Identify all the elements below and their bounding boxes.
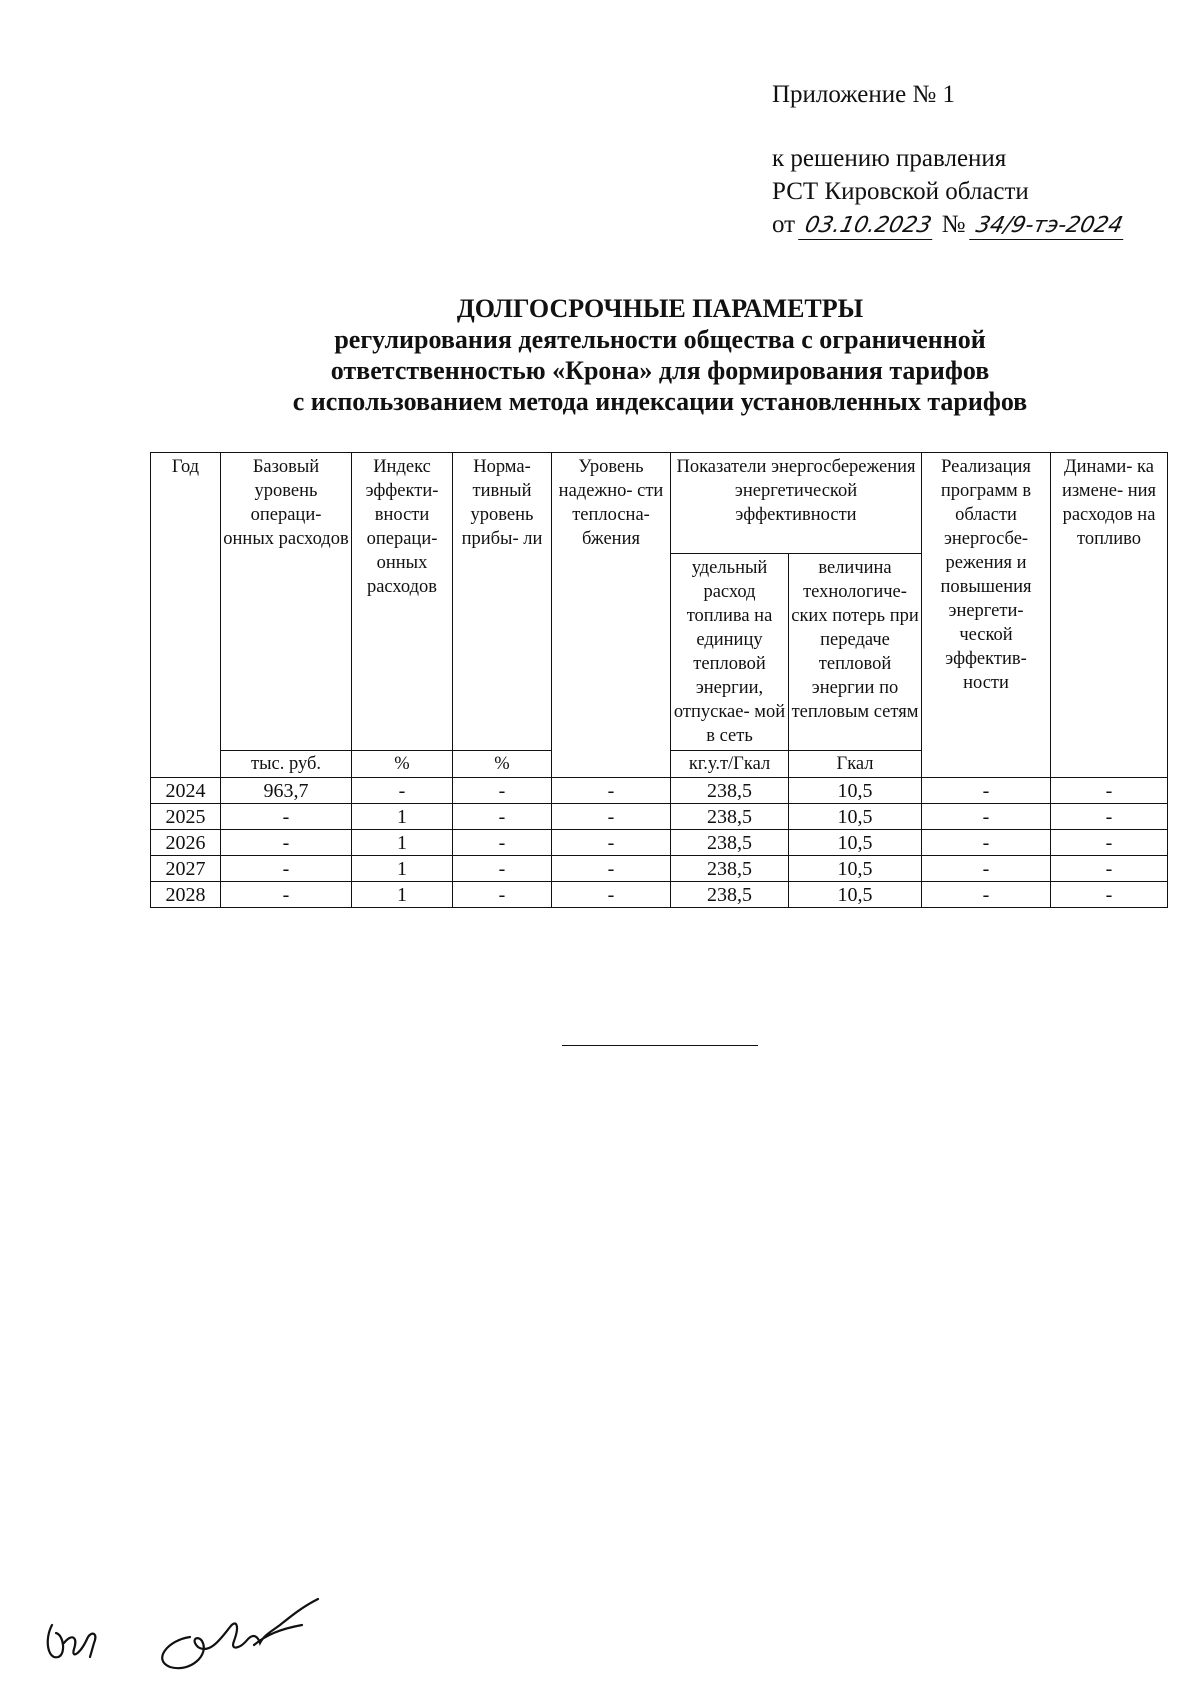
cell-base-opex: - [221, 804, 352, 830]
header-programs: Реализация программ в области энергосбе- режения и повышения энергети- ческой эффектив- ности [922, 453, 1051, 778]
title-line-2: регулирования деятельности общества с ограниченной [334, 325, 986, 354]
cell-reliability: - [552, 830, 671, 856]
cell-base-opex: - [221, 882, 352, 908]
cell-programs: - [922, 856, 1051, 882]
title-line-3: ответственностью «Крона» для формирования тарифов [330, 356, 990, 385]
cell-efficiency-index: 1 [352, 830, 453, 856]
header-energy-saving-group: Показатели энергосбережения энергетической эффективности [671, 453, 922, 554]
cell-efficiency-index: 1 [352, 882, 453, 908]
cell-tech-losses: 10,5 [789, 882, 922, 908]
cell-specific-fuel: 238,5 [671, 804, 789, 830]
title-line-4: с использованием метода индексации установленных тарифов [292, 387, 1028, 416]
parameters-table [150, 452, 1168, 908]
cell-reliability: - [552, 882, 671, 908]
unit-efficiency-index: % [352, 751, 453, 778]
cell-year: 2028 [151, 882, 221, 908]
cell-reliability: - [552, 804, 671, 830]
cell-normative-profit: - [453, 882, 552, 908]
from-label: от [772, 211, 796, 238]
cell-reliability: - [552, 778, 671, 804]
cell-specific-fuel: 238,5 [671, 830, 789, 856]
cell-fuel-dynamics: - [1051, 830, 1168, 856]
header-normative-profit: Норма- тивный уровень прибы- ли [453, 453, 552, 751]
appendix-title: Приложение № 1 [772, 81, 956, 108]
end-separator-line [562, 1045, 758, 1046]
appendix-decision-line: к решению правления [772, 145, 1007, 172]
unit-base-opex: тыс. руб. [221, 751, 352, 778]
cell-normative-profit: - [453, 804, 552, 830]
header-specific-fuel: удельный расход топлива на единицу тепловой энергии, отпускае- мой в сеть [671, 554, 789, 751]
header-base-opex: Базовый уровень операци- онных расходов [221, 453, 352, 751]
cell-specific-fuel: 238,5 [671, 882, 789, 908]
cell-tech-losses: 10,5 [789, 804, 922, 830]
cell-tech-losses: 10,5 [789, 856, 922, 882]
table-row [151, 830, 1168, 856]
table-row [151, 778, 1168, 804]
cell-normative-profit: - [453, 830, 552, 856]
handwritten-date: 03.10.2023 [798, 213, 938, 240]
header-reliability: Уровень надежно- сти теплосна- бжения [552, 453, 671, 778]
table-row [151, 882, 1168, 908]
cell-programs: - [922, 778, 1051, 804]
signature-mark [162, 1599, 318, 1668]
cell-tech-losses: 10,5 [789, 778, 922, 804]
signature-marks [40, 1585, 360, 1680]
cell-reliability: - [552, 856, 671, 882]
document-title [150, 293, 1170, 417]
cell-fuel-dynamics: - [1051, 856, 1168, 882]
appendix-block [772, 78, 1126, 241]
cell-base-opex: 963,7 [221, 778, 352, 804]
cell-specific-fuel: 238,5 [671, 856, 789, 882]
cell-year: 2027 [151, 856, 221, 882]
cell-fuel-dynamics: - [1051, 882, 1168, 908]
header-year: Год [151, 453, 221, 778]
header-efficiency-index: Индекс эффекти- вности операци- онных расходов [352, 453, 453, 751]
unit-normative-profit: % [453, 751, 552, 778]
cell-programs: - [922, 804, 1051, 830]
number-label: № [941, 211, 966, 238]
cell-normative-profit: - [453, 778, 552, 804]
cell-year: 2026 [151, 830, 221, 856]
cell-efficiency-index: - [352, 778, 453, 804]
cell-specific-fuel: 238,5 [671, 778, 789, 804]
initials-mark [48, 1625, 96, 1657]
cell-tech-losses: 10,5 [789, 830, 922, 856]
table-row [151, 856, 1168, 882]
cell-efficiency-index: 1 [352, 804, 453, 830]
cell-base-opex: - [221, 856, 352, 882]
cell-fuel-dynamics: - [1051, 804, 1168, 830]
cell-fuel-dynamics: - [1051, 778, 1168, 804]
table-row [151, 804, 1168, 830]
cell-base-opex: - [221, 830, 352, 856]
cell-normative-profit: - [453, 856, 552, 882]
unit-specific-fuel: кг.у.т/Гкал [671, 751, 789, 778]
header-fuel-dynamics: Динами- ка измене- ния расходов на топливо [1051, 453, 1168, 778]
appendix-date-number-line [772, 208, 1126, 241]
cell-year: 2025 [151, 804, 221, 830]
cell-efficiency-index: 1 [352, 856, 453, 882]
handwritten-number: 34/9-тэ-2024 [969, 213, 1129, 240]
appendix-authority-line: РСТ Кировской области [772, 178, 1029, 205]
header-tech-losses: величина технологиче- ских потерь при передаче тепловой энергии по тепловым сетям [789, 554, 922, 751]
cell-year: 2024 [151, 778, 221, 804]
title-line-1: ДОЛГОСРОЧНЫЕ ПАРАМЕТРЫ [456, 294, 864, 323]
unit-tech-losses: Гкал [789, 751, 922, 778]
cell-programs: - [922, 882, 1051, 908]
cell-programs: - [922, 830, 1051, 856]
header-row-1 [151, 453, 1168, 554]
